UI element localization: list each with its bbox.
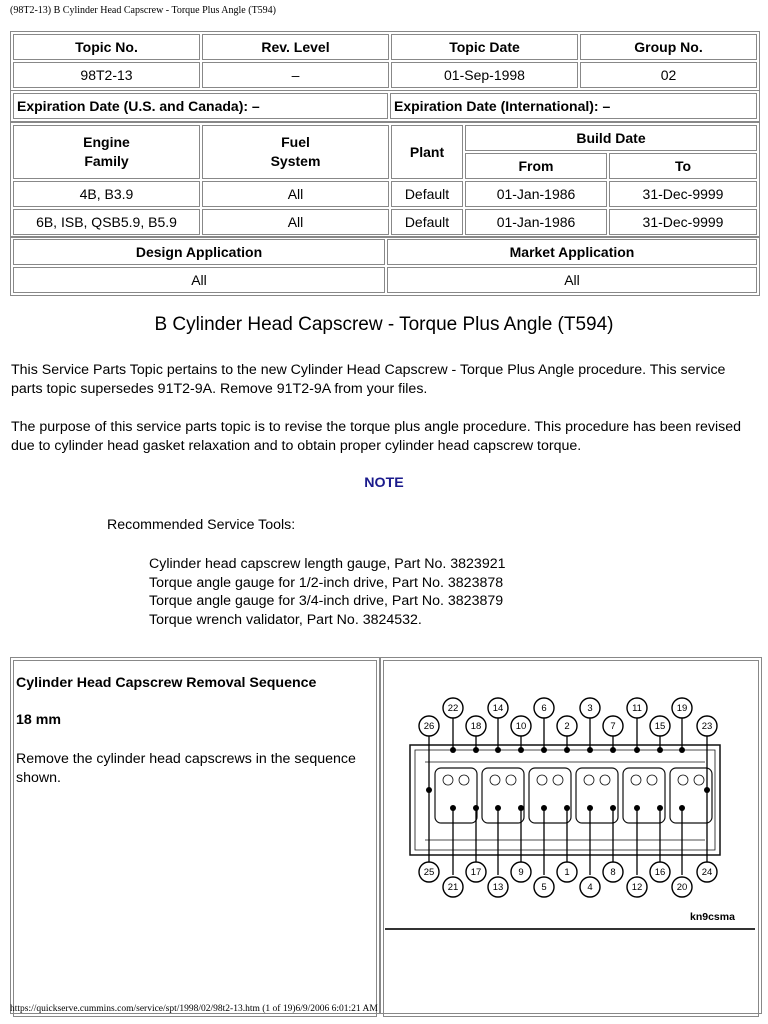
plant-header: Plant [391,125,463,179]
table-row [13,181,757,207]
fuel-cell: All [202,181,389,207]
topic-no-value: 98T2-13 [13,62,200,88]
design-application-header: Design Application [13,239,385,265]
sequence-number: 20 [676,882,688,893]
fuel-system-header: Fuel System [202,125,389,179]
page-title: B Cylinder Head Capscrew - Torque Plus Angle (T594) [154,314,614,335]
fuel-cell: All [202,209,389,235]
sequence-number: 15 [654,721,666,732]
sequence-number: 21 [447,882,459,893]
tool-item: Torque wrench validator, Part No. 3824532. [149,611,422,628]
sequence-number: 1 [564,867,570,878]
sequence-number: 25 [423,867,435,878]
sequence-number: 17 [470,867,482,878]
sequence-number: 6 [541,703,547,714]
note-heading: NOTE [364,475,404,491]
group-no-header: Group No. [580,34,757,60]
to-cell: 31-Dec-9999 [609,209,757,235]
market-application-value: All [387,267,757,293]
sequence-number: 16 [654,867,666,878]
expiration-us-canada: Expiration Date (U.S. and Canada): – [13,93,388,119]
sequence-number: 18 [470,721,482,732]
design-application-value: All [13,267,385,293]
market-application-header: Market Application [387,239,757,265]
expiration-table [10,90,760,122]
tool-item: Torque angle gauge for 3/4-inch drive, Part No. 3823879 [149,593,504,609]
plant-cell: Default [391,209,463,235]
from-cell: 01-Jan-1986 [465,209,607,235]
procedure-instruction: Remove the cylinder head capscrews in the sequence shown. [16,751,356,786]
procedure-text-cell [10,657,380,1014]
tools-list [149,555,506,629]
page-footer: https://quickserve.cummins.com/service/spt/1998/02/98t2-13.htm (1 of 19)6/9/2006 6:01:21 AM [10,1004,378,1014]
topic-info-table [10,31,760,91]
to-cell: 31-Dec-9999 [609,181,757,207]
engine-cell: 4B, B3.9 [13,181,200,207]
tool-item: Cylinder head capscrew length gauge, Part No. 3823921 [149,556,506,572]
sequence-number: 11 [632,703,642,714]
from-cell: 01-Jan-1986 [465,181,607,207]
diagram-divider [385,928,755,930]
page-header: (98T2-13) B Cylinder Head Capscrew - Torque Plus Angle (T594) [10,5,277,16]
plant-cell: Default [391,181,463,207]
sequence-number: 3 [587,703,593,714]
sequence-number: 19 [676,703,688,714]
sequence-number: 9 [518,867,524,878]
build-date-header: Build Date [465,125,757,151]
wrench-size: 18 mm [16,712,61,728]
sequence-number: 24 [701,867,713,878]
engine-family-table [10,122,760,238]
purpose-paragraph: The purpose of this service parts topic is to revise the torque plus angle procedure. This procedure has been revised due to cylinder head gasket relaxation and to obtain proper cylinder head capscrew torque. [11,419,742,454]
intro-paragraph: This Service Parts Topic pertains to the new Cylinder Head Capscrew - Torque Plus Angle procedure. This service parts topic supersedes 91T2-9A. Remove 91T2-9A from your files. [11,362,726,397]
rev-level-header: Rev. Level [202,34,389,60]
table-row [13,209,757,235]
sequence-number: 7 [610,721,616,732]
procedure-heading: Cylinder Head Capscrew Removal Sequence [16,675,317,691]
sequence-number: 13 [492,882,504,893]
sequence-number: 26 [423,721,435,732]
sequence-number: 4 [587,882,593,893]
sequence-number: 22 [447,703,459,714]
build-to-header: To [609,153,757,179]
sequence-number: 12 [631,882,643,893]
sequence-number: 8 [610,867,616,878]
sequence-number: 23 [701,721,713,732]
topic-date-value: 01-Sep-1998 [391,62,578,88]
sequence-number: 10 [515,721,527,732]
topic-no-header: Topic No. [13,34,200,60]
rev-level-value: – [202,62,389,88]
sequence-number: 5 [541,882,547,893]
group-no-value: 02 [580,62,757,88]
sequence-number: 14 [492,703,504,714]
diagram-caption: kn9csma [690,911,735,923]
build-from-header: From [465,153,607,179]
expiration-international: Expiration Date (International): – [390,93,757,119]
engine-family-header: Engine Family [13,125,200,179]
application-table [10,236,760,296]
engine-cell: 6B, ISB, QSB5.9, B5.9 [13,209,200,235]
topic-date-header: Topic Date [391,34,578,60]
sequence-number: 2 [564,721,570,732]
recommended-tools-label: Recommended Service Tools: [107,517,296,533]
capscrew-sequence-diagram [400,690,730,905]
tool-item: Torque angle gauge for 1/2-inch drive, Part No. 3823878 [149,574,504,591]
